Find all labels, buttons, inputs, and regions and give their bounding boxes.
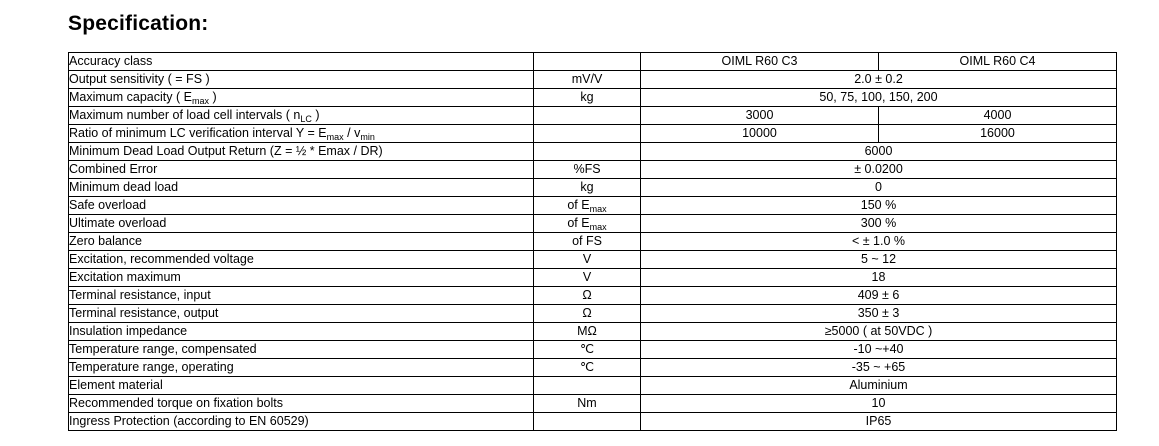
row-label: Safe overload: [69, 197, 534, 215]
row-label: Insulation impedance: [69, 323, 534, 341]
table-row: [69, 143, 1117, 161]
table-row: [69, 251, 1117, 269]
table-row: [69, 215, 1117, 233]
table-row: [69, 179, 1117, 197]
row-unit: Ω: [534, 305, 641, 323]
row-value: 10: [641, 395, 1117, 413]
row-unit: kg: [534, 89, 641, 107]
row-value: ≥5000 ( at 50VDC ): [641, 323, 1117, 341]
table-row: [69, 287, 1117, 305]
row-value: 18: [641, 269, 1117, 287]
table-row: [69, 395, 1117, 413]
table-row: [69, 359, 1117, 377]
row-label: Zero balance: [69, 233, 534, 251]
header-label-cell: Accuracy class: [69, 53, 534, 71]
row-value-c4: 16000: [879, 125, 1117, 143]
row-label: [69, 125, 534, 143]
row-value: 300 %: [641, 215, 1117, 233]
row-label: Excitation, recommended voltage: [69, 251, 534, 269]
header-c4-cell: OIML R60 C4: [879, 53, 1117, 71]
row-unit: Nm: [534, 395, 641, 413]
row-value: Aluminium: [641, 377, 1117, 395]
row-unit-main: of E: [567, 215, 590, 230]
table-body: [69, 53, 1117, 431]
table-row: [69, 233, 1117, 251]
row-value: 350 ± 3: [641, 305, 1117, 323]
row-label-tail: ): [311, 107, 320, 122]
row-value: < ± 1.0 %: [641, 233, 1117, 251]
row-label: Temperature range, operating: [69, 359, 534, 377]
row-value: 150 %: [641, 197, 1117, 215]
row-value-c3: 3000: [641, 107, 879, 125]
row-value-c3: 10000: [641, 125, 879, 143]
row-unit: mV/V: [534, 71, 641, 89]
row-label: Combined Error: [69, 161, 534, 179]
row-unit: MΩ: [534, 323, 641, 341]
row-value: 409 ± 6: [641, 287, 1117, 305]
row-unit: ℃: [534, 359, 641, 377]
row-value: IP65: [641, 413, 1117, 431]
row-label: Minimum Dead Load Output Return (Z = ½ * Emax / DR): [69, 143, 534, 161]
row-label-main: Maximum capacity ( E: [69, 89, 192, 104]
row-label: Element material: [69, 377, 534, 395]
table-row: [69, 161, 1117, 179]
table-row: [69, 71, 1117, 89]
table-row: [69, 89, 1117, 107]
row-label-main: Ratio of minimum LC verification interval Y = E: [69, 125, 327, 140]
table-row: [69, 305, 1117, 323]
row-label-tail: / v: [343, 125, 361, 140]
row-unit: [534, 197, 641, 215]
row-unit: %FS: [534, 161, 641, 179]
row-unit: [534, 143, 641, 161]
row-label-main: Maximum number of load cell intervals ( n: [69, 107, 301, 122]
row-label: Terminal resistance, input: [69, 287, 534, 305]
row-unit: [534, 377, 641, 395]
header-c3-cell: OIML R60 C3: [641, 53, 879, 71]
row-unit: kg: [534, 179, 641, 197]
row-unit: [534, 413, 641, 431]
row-value: 0: [641, 179, 1117, 197]
row-label: Minimum dead load: [69, 179, 534, 197]
row-unit-sub: max: [589, 203, 607, 214]
row-value: 5 ~ 12: [641, 251, 1117, 269]
row-label: [69, 107, 534, 125]
table-row: [69, 341, 1117, 359]
row-value: 6000: [641, 143, 1117, 161]
row-value-c4: 4000: [879, 107, 1117, 125]
table-row: [69, 107, 1117, 125]
row-label: [69, 89, 534, 107]
table-header-row: [69, 53, 1117, 71]
row-value: 2.0 ± 0.2: [641, 71, 1117, 89]
row-label-sub2: min: [360, 131, 375, 142]
row-label: Terminal resistance, output: [69, 305, 534, 323]
row-unit: V: [534, 251, 641, 269]
table-row: [69, 413, 1117, 431]
row-unit-sub: max: [589, 221, 607, 232]
row-label: Ingress Protection (according to EN 60529): [69, 413, 534, 431]
row-label: Temperature range, compensated: [69, 341, 534, 359]
specification-table: [68, 52, 1117, 431]
row-label: Output sensitivity ( = FS ): [69, 71, 534, 89]
page-title: Specification:: [68, 12, 209, 35]
table-row: [69, 323, 1117, 341]
row-unit: Ω: [534, 287, 641, 305]
header-unit-cell: [534, 53, 641, 71]
row-label: Excitation maximum: [69, 269, 534, 287]
table-row: [69, 269, 1117, 287]
row-value: 50, 75, 100, 150, 200: [641, 89, 1117, 107]
row-label-tail: ): [208, 89, 217, 104]
row-value: -10 ~+40: [641, 341, 1117, 359]
row-label: Recommended torque on fixation bolts: [69, 395, 534, 413]
row-label-sub: LC: [300, 113, 312, 124]
table-row: [69, 125, 1117, 143]
row-label-sub: max: [191, 95, 209, 106]
row-unit: [534, 107, 641, 125]
row-label: Ultimate overload: [69, 215, 534, 233]
table-row: [69, 377, 1117, 395]
row-value: ± 0.0200: [641, 161, 1117, 179]
row-unit: V: [534, 269, 641, 287]
row-unit: ℃: [534, 341, 641, 359]
row-unit: of FS: [534, 233, 641, 251]
row-unit: [534, 215, 641, 233]
row-unit-main: of E: [567, 197, 590, 212]
row-value: -35 ~ +65: [641, 359, 1117, 377]
row-unit: [534, 125, 641, 143]
table-row: [69, 197, 1117, 215]
row-label-sub: max: [326, 131, 344, 142]
